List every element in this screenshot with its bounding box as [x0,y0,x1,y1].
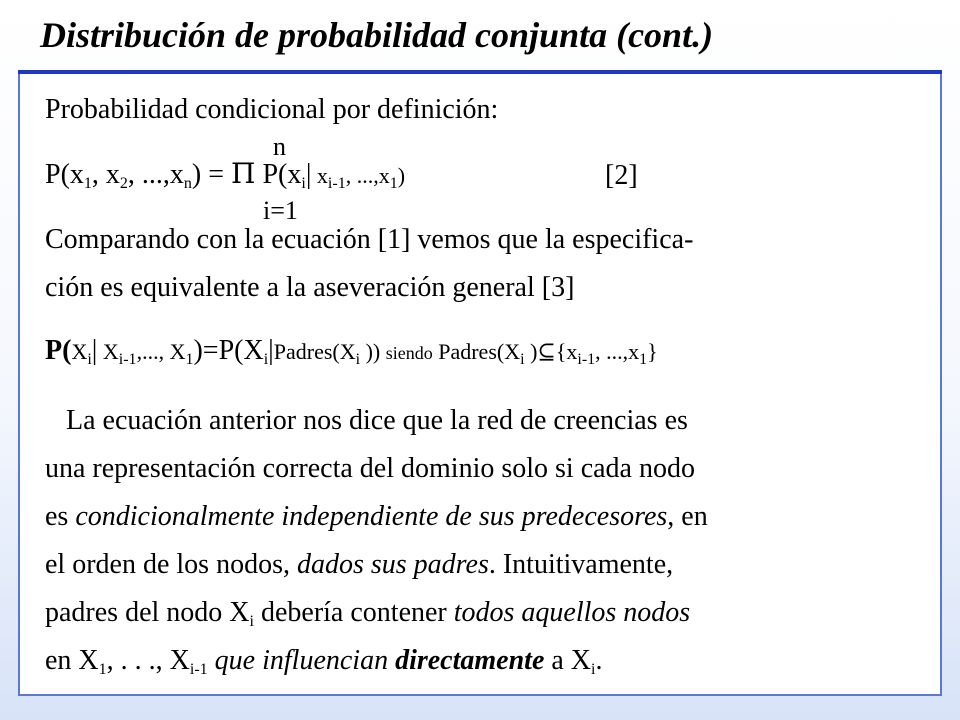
paragraph-2-line-3: es condicionalmente independiente de sus predecesores, en [45,501,708,532]
paragraph-2-line-6: en $X_1$, . . ., $X_{i-1}$ que influencian directamente a $X_i$. [45,645,603,678]
subset-symbol: ⊆ [537,340,556,365]
paragraph-2-line-5: padres del nodo $X_i$ debería contener todos aquellos nodos [45,597,691,630]
equation-2-tag: [2] [605,160,638,191]
paragraph-2-line-4: el orden de los nodos, dados sus padres. Intuitivamente, [45,549,674,580]
product-lower-limit: i=1 [263,196,298,225]
product-upper-limit: n [273,132,286,161]
paragraph-1-line-2: ción es equivalente a la aseveración general [3] [45,272,575,303]
intro-text: Probabilidad condicional por definición: [45,94,499,125]
slide-title: Distribución de probabilidad conjunta (cont.) [40,15,714,55]
paragraph-2-line-1: La ecuación anterior nos dice que la red de creencias es [66,405,688,436]
equation-3: $P(X_i|$ $X_{i-1}$,..., $X_1)=P(X_i|Padres(X_i$ )) siendo $Padres(X_i$ )$⊆\{x_{i-1}$, $...,x_1$} [45,335,658,368]
product-symbol: Π [231,157,256,190]
content-box [18,74,942,696]
equation-2-body: $P(x_1$, $x_2$, $...,x_n) = \Pi$ $P(x_i|$ $x_{i-1}$, $...,x_1$) [45,157,406,192]
paragraph-2-line-2: una representación correcta del dominio solo si cada nodo [45,453,695,484]
paragraph-1-line-1: Comparando con la ecuación [1] vemos que la especifica- [45,224,694,255]
